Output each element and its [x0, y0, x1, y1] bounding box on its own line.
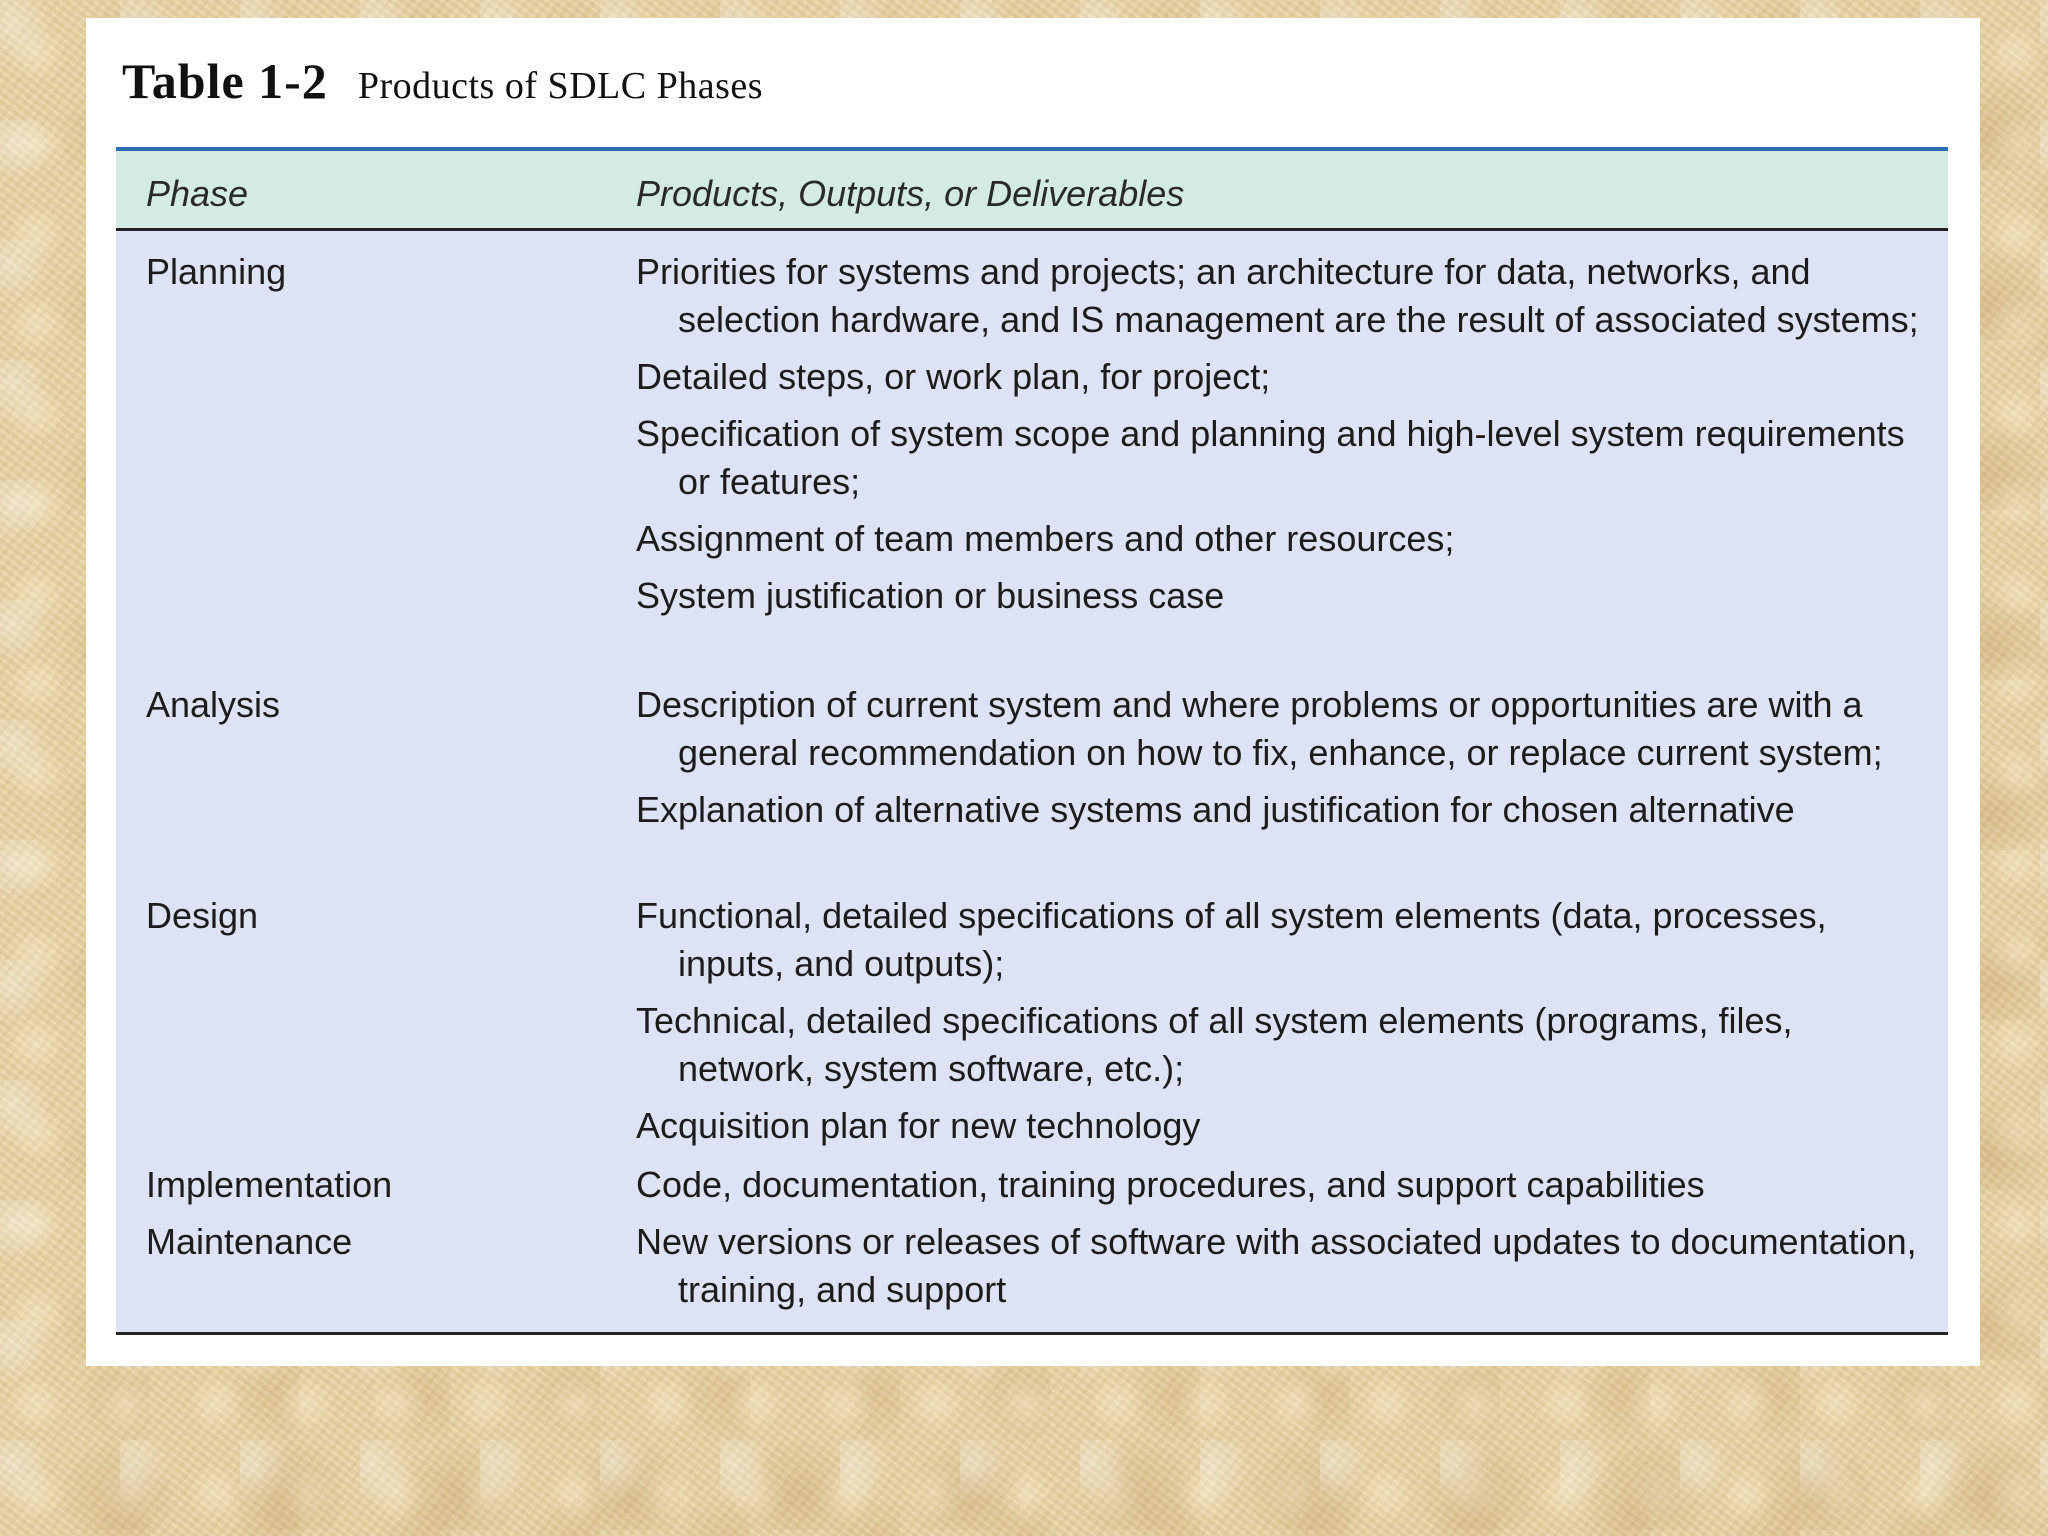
phase-label: Analysis: [146, 684, 281, 725]
table-title: [122, 52, 763, 110]
deliverable-item: Functional, detailed specifications of all system elements (data, processes, inputs, and outputs);: [636, 895, 1827, 984]
deliverable-item: Assignment of team members and other resources;: [636, 518, 1455, 559]
phase-label: Implementation: [146, 1164, 393, 1205]
deliverables-list: [636, 681, 1936, 843]
phase-label: Design: [146, 895, 259, 936]
table-card: [86, 18, 1980, 1366]
header-products: Products, Outputs, or Deliverables: [636, 173, 1185, 214]
table-number: Table 1-2: [122, 53, 328, 109]
deliverables-list: [636, 1218, 1936, 1323]
phase-label: Maintenance: [146, 1221, 353, 1262]
table-caption: Products of SDLC Phases: [357, 65, 764, 107]
deliverable-item: Acquisition plan for new technology: [636, 1105, 1201, 1146]
deliverables-list: [636, 1161, 1936, 1218]
deliverables-list: [636, 892, 1936, 1159]
deliverable-item: Description of current system and where problems or opportunities are with a general recommendation on how to fix, enhance, or replace current system;: [636, 684, 1883, 773]
deliverable-item: New versions or releases of software with associated updates to documentation, training, and support: [636, 1221, 1917, 1310]
deliverable-item: Technical, detailed specifications of all system elements (programs, files, network, system software, etc.);: [636, 1000, 1793, 1089]
deliverable-item: Explanation of alternative systems and justification for chosen alternative: [636, 789, 1795, 830]
deliverable-item: System justification or business case: [636, 575, 1225, 616]
sdlc-products-table: [116, 147, 1948, 1335]
table-header-row: [116, 151, 1948, 231]
deliverable-item: Detailed steps, or work plan, for project;: [636, 356, 1271, 397]
deliverable-item: Specification of system scope and planning and high-level system requirements or features;: [636, 413, 1905, 502]
deliverable-item: Code, documentation, training procedures, and support capabilities: [636, 1164, 1705, 1205]
deliverable-item: Priorities for systems and projects; an architecture for data, networks, and selection hardware, and IS management are the result of associated systems;: [636, 251, 1919, 340]
header-phase: Phase: [146, 173, 249, 214]
deliverables-list: [636, 248, 1936, 629]
phase-label: Planning: [146, 251, 287, 292]
